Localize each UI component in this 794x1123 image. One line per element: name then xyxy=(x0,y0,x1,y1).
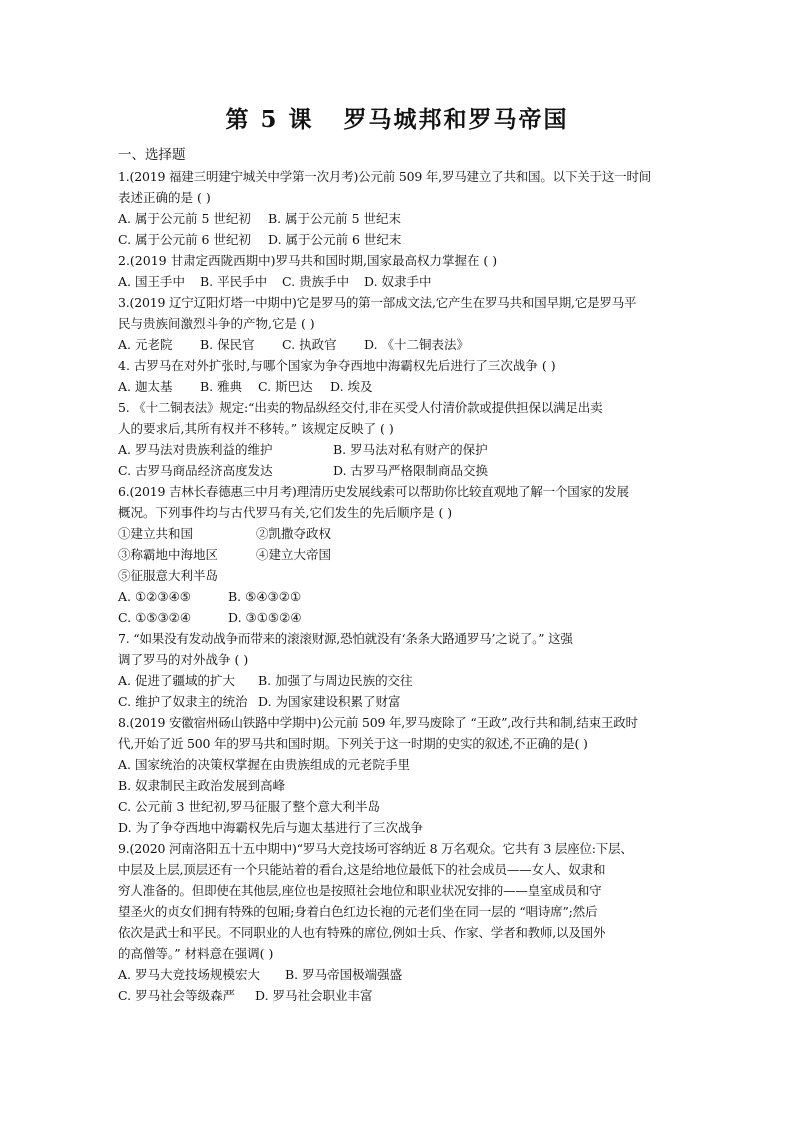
option-row xyxy=(118,964,678,985)
question-9 xyxy=(118,838,678,1006)
option-row xyxy=(118,439,678,460)
question-stem-line: 民与贵族间激烈斗争的产物,它是 ( ) xyxy=(118,316,315,331)
question-stem-line: 1.(2019 福建三明建宁城关中学第一次月考)公元前 509 年,罗马建立了共和国。以下关于这一时间 xyxy=(118,169,652,184)
page-title: 第 5 课 罗马城邦和罗马帝国 xyxy=(225,106,569,133)
option-a[interactable]: A. 元老院 xyxy=(118,337,173,352)
option-row xyxy=(118,670,678,691)
question-stem-line: 穷人准备的。但即使在其他层,座位也是按照社会地位和职业状况安排的——皇室成员和守 xyxy=(118,883,602,898)
option-b[interactable]: B. 雅典 xyxy=(200,379,243,394)
option-row xyxy=(118,271,678,292)
question-1 xyxy=(118,166,678,250)
option-b[interactable]: B. ⑤④③②① xyxy=(228,589,302,604)
option-b[interactable]: B. 罗马法对私有财产的保护 xyxy=(333,442,488,457)
option-row xyxy=(118,460,678,481)
option-d[interactable]: D. 奴隶手中 xyxy=(364,274,432,289)
option-a[interactable]: A. 迦太基 xyxy=(118,379,173,394)
option-d[interactable]: D. ③①⑤②④ xyxy=(228,610,302,625)
option-d[interactable]: D. 埃及 xyxy=(330,379,373,394)
option-b[interactable]: B. 加强了与周边民族的交往 xyxy=(258,673,413,688)
option-a[interactable]: A. 罗马法对贵族利益的维护 xyxy=(118,442,273,457)
question-list xyxy=(118,145,678,1006)
question-stem-line: 2.(2019 甘肃定西陇西期中)罗马共和国时期,国家最高权力掌握在 ( ) xyxy=(118,253,498,268)
option-c[interactable]: C. 罗马社会等级森严 xyxy=(118,988,236,1003)
question-stem-line: 中层及上层,顶层还有一个只能站着的看台,这是给地位最低下的社会成员——女人、奴隶和 xyxy=(118,862,606,877)
question-stem-line: 概况。下列事件均与古代罗马有关,它们发生的先后顺序是 ( ) xyxy=(118,505,453,520)
question-stem-line: 调了罗马的对外战争 ( ) xyxy=(118,652,249,667)
question-5 xyxy=(118,397,678,481)
question-4 xyxy=(118,355,678,397)
event-item: ⑤征服意大利半岛 xyxy=(118,568,219,583)
option-row xyxy=(118,208,678,229)
option-c[interactable]: C. 维护了奴隶主的统治 xyxy=(118,694,248,709)
question-stem-line: 8.(2019 安徽宿州砀山铁路中学期中)公元前 509 年,罗马废除了 “王政”,改行共和制,结束王政时 xyxy=(118,715,638,730)
question-3 xyxy=(118,292,678,355)
option-b[interactable]: B. 奴隶制民主政治发展到高峰 xyxy=(118,778,286,793)
option-row xyxy=(118,607,678,628)
question-stem-line: 依次是武士和平民。不同职业的人也有特殊的席位,例如士兵、作家、学者和教师,以及国外 xyxy=(118,925,606,940)
question-stem-line: 望圣火的贞女们拥有特殊的包厢;身着白色红边长袍的元老们坐在同一层的 “唱诗席”;然后 xyxy=(118,904,598,919)
event-item: ③称霸地中海地区 xyxy=(118,547,219,562)
question-stem-line: 9.(2020 河南洛阳五十五中期中)“罗马大竞技场可容纳近 8 万名观众。它共有 3 层座位:下层、 xyxy=(118,841,633,856)
option-row xyxy=(118,586,678,607)
option-c[interactable]: C. 执政官 xyxy=(282,337,337,352)
question-stem-line: 的高僧等。” 材料意在强调( ) xyxy=(118,946,274,961)
option-b[interactable]: B. 平民手中 xyxy=(200,274,268,289)
event-item: ①建立共和国 xyxy=(118,526,194,541)
event-item: ④建立大帝国 xyxy=(256,547,332,562)
question-stem-line: 代,开始了近 500 年的罗马共和国时期。下列关于这一时期的史实的叙述,不正确的是( ) xyxy=(118,736,588,751)
option-d[interactable]: D. 罗马社会职业丰富 xyxy=(255,988,373,1003)
event-item: ②凯撒夺政权 xyxy=(256,526,332,541)
option-c[interactable]: C. 公元前 3 世纪初,罗马征服了整个意大利半岛 xyxy=(118,799,380,814)
question-stem-line: 4. 古罗马在对外扩张时,与哪个国家为争夺西地中海霸权先后进行了三次战争 ( ) xyxy=(118,358,556,373)
question-stem-line: 6.(2019 吉林长春德惠三中月考)理清历史发展线索可以帮助你比较直观地了解一个国家的发展 xyxy=(118,484,629,499)
option-d[interactable]: D. 《十二铜表法》 xyxy=(364,337,470,352)
option-a[interactable]: A. 国王手中 xyxy=(118,274,185,289)
option-a[interactable]: A. ①②③④⑤ xyxy=(118,589,192,604)
question-stem-line: 3.(2019 辽宁辽阳灯塔一中期中)它是罗马的第一部成文法,它产生在罗马共和国早期,它是罗马平 xyxy=(118,295,637,310)
option-b[interactable]: B. 保民官 xyxy=(200,337,255,352)
question-6 xyxy=(118,481,678,628)
option-c[interactable]: C. ①⑤③②④ xyxy=(118,610,192,625)
event-row xyxy=(118,565,678,586)
option-row xyxy=(118,229,678,250)
section-heading: 一、选择题 xyxy=(118,147,186,163)
option-d[interactable]: D. 为国家建设积累了财富 xyxy=(258,694,401,709)
option-d[interactable]: D. 属于公元前 6 世纪末 xyxy=(268,232,402,247)
option-c[interactable]: C. 贵族手中 xyxy=(282,274,350,289)
option-d[interactable]: D. 古罗马严格限制商品交换 xyxy=(333,463,489,478)
option-b[interactable]: B. 罗马帝国极端强盛 xyxy=(285,967,403,982)
option-row xyxy=(118,691,678,712)
event-row xyxy=(118,523,678,544)
option-a[interactable]: A. 促进了疆域的扩大 xyxy=(118,673,235,688)
option-row xyxy=(118,376,678,397)
option-c[interactable]: C. 属于公元前 6 世纪初 xyxy=(118,232,251,247)
option-a[interactable]: A. 属于公元前 5 世纪初 xyxy=(118,211,251,226)
question-stem-line: 人的要求后,其所有权并不移转。” 该规定反映了 ( ) xyxy=(118,421,394,436)
option-b[interactable]: B. 属于公元前 5 世纪末 xyxy=(268,211,402,226)
question-stem-line: 5. 《十二铜表法》规定:“出卖的物品纵经交付,非在买受人付清价款或提供担保以满足出卖 xyxy=(118,400,603,415)
option-d[interactable]: D. 为了争夺西地中海霸权先后与迦太基进行了三次战争 xyxy=(118,820,424,835)
question-stem-line: 7. “如果没有发动战争而带来的滚滚财源,恐怕就没有‘条条大路通罗马’之说了。” 这强 xyxy=(118,631,573,646)
option-row xyxy=(118,334,678,355)
option-row xyxy=(118,985,678,1006)
option-a[interactable]: A. 国家统治的决策权掌握在由贵族组成的元老院手里 xyxy=(118,757,410,772)
question-stem-line: 表述正确的是 ( ) xyxy=(118,190,211,205)
option-c[interactable]: C. 斯巴达 xyxy=(258,379,313,394)
event-row xyxy=(118,544,678,565)
option-c[interactable]: C. 古罗马商品经济高度发达 xyxy=(118,463,273,478)
question-7 xyxy=(118,628,678,712)
question-2 xyxy=(118,250,678,292)
question-8 xyxy=(118,712,678,838)
option-a[interactable]: A. 罗马大竞技场规模宏大 xyxy=(118,967,260,982)
